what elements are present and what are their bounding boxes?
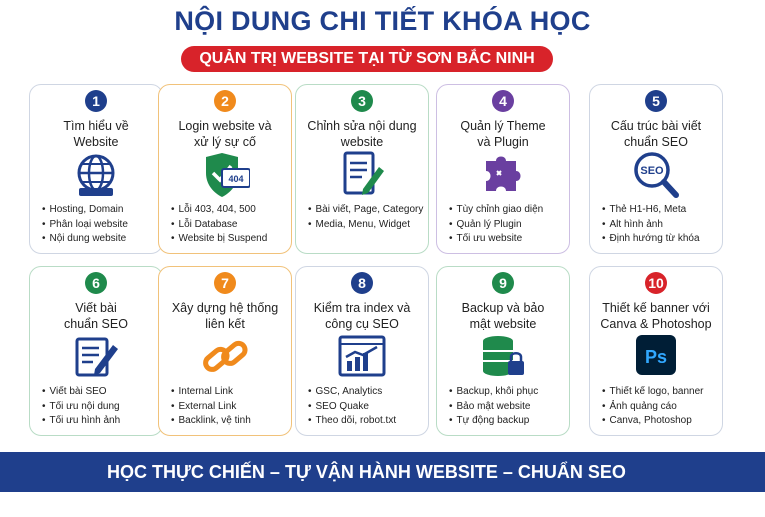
card-title: Login website và xử lý sự cố bbox=[178, 119, 272, 149]
list-item: • Phân loại website bbox=[42, 218, 158, 233]
svg-text:Ps: Ps bbox=[644, 347, 668, 367]
course-card-10 bbox=[589, 266, 723, 436]
list-item: • Tối ưu nội dung bbox=[42, 400, 158, 415]
course-card-2 bbox=[158, 84, 292, 254]
list-item: • GSC, Analytics bbox=[308, 385, 424, 400]
svg-text:404: 404 bbox=[228, 174, 244, 184]
list-item: • Định hướng từ khóa bbox=[602, 232, 718, 247]
list-item: • Lỗi 403, 404, 500 bbox=[171, 203, 287, 218]
course-card-5 bbox=[589, 84, 723, 254]
list-item: • Bảo mật website bbox=[449, 400, 565, 415]
course-card-6 bbox=[29, 266, 163, 436]
list-item: • Ảnh quảng cáo bbox=[602, 400, 718, 415]
step-number: 7 bbox=[214, 272, 236, 294]
list-item: • Viết bài SEO bbox=[42, 385, 158, 400]
card-title: Kiểm tra index và công cụ SEO bbox=[313, 301, 411, 331]
globe-icon bbox=[71, 151, 121, 199]
list-item: • Nội dung website bbox=[42, 232, 158, 247]
step-number: 1 bbox=[85, 90, 107, 112]
list-item: • Bài viết, Page, Category bbox=[308, 203, 424, 218]
footer-banner: HỌC THỰC CHIẾN – TỰ VẬN HÀNH WEBSITE – CHUẨN SEO bbox=[0, 452, 765, 492]
list-item: • Website bị Suspend bbox=[171, 232, 287, 247]
bullet-list bbox=[171, 203, 287, 247]
list-item: • Tùy chỉnh giao diện bbox=[449, 203, 565, 218]
shield-404-icon bbox=[200, 151, 250, 199]
bullet-list bbox=[449, 203, 565, 247]
write-article-icon bbox=[71, 333, 121, 381]
seo-search-icon bbox=[631, 151, 681, 199]
list-item: • Theo dõi, robot.txt bbox=[308, 414, 424, 429]
bullet-list bbox=[602, 203, 718, 247]
bullet-list bbox=[308, 203, 424, 232]
page-title: NỘI DUNG CHI TIẾT KHÓA HỌC bbox=[174, 6, 591, 36]
list-item: • Backlink, vệ tinh bbox=[171, 414, 287, 429]
list-item: • Tối ưu hình ảnh bbox=[42, 414, 158, 429]
step-number: 3 bbox=[351, 90, 373, 112]
step-number: 8 bbox=[351, 272, 373, 294]
step-number: 6 bbox=[85, 272, 107, 294]
list-item: • Thẻ H1-H6, Meta bbox=[602, 203, 718, 218]
list-item: • Internal Link bbox=[171, 385, 287, 400]
step-number: 5 bbox=[645, 90, 667, 112]
step-number: 10 bbox=[645, 272, 667, 294]
list-item: • Alt hình ảnh bbox=[602, 218, 718, 233]
list-item: • Thiết kế logo, banner bbox=[602, 385, 718, 400]
bullet-list bbox=[449, 385, 565, 429]
bullet-list bbox=[602, 385, 718, 429]
step-number: 2 bbox=[214, 90, 236, 112]
list-item: • Hosting, Domain bbox=[42, 203, 158, 218]
course-card-4 bbox=[436, 84, 570, 254]
course-card-8 bbox=[295, 266, 429, 436]
analytics-chart-icon bbox=[337, 333, 387, 381]
card-title: Xây dựng hệ thống liên kết bbox=[171, 301, 279, 331]
bullet-list bbox=[171, 385, 287, 429]
photoshop-icon bbox=[631, 333, 681, 381]
step-number: 9 bbox=[492, 272, 514, 294]
list-item: • Tối ưu website bbox=[449, 232, 565, 247]
list-item: • Backup, khôi phục bbox=[449, 385, 565, 400]
list-item: • Quản lý Plugin bbox=[449, 218, 565, 233]
list-item: • SEO Quake bbox=[308, 400, 424, 415]
edit-document-icon bbox=[337, 151, 387, 199]
card-title: Thiết kế banner với Canva & Photoshop bbox=[600, 301, 712, 331]
chain-link-icon bbox=[200, 333, 250, 381]
course-card-3 bbox=[295, 84, 429, 254]
course-card-9 bbox=[436, 266, 570, 436]
card-title: Cấu trúc bài viết chuẩn SEO bbox=[610, 119, 702, 149]
course-card-7 bbox=[158, 266, 292, 436]
bullet-list bbox=[308, 385, 424, 429]
course-card-1 bbox=[29, 84, 163, 254]
list-item: • Canva, Photoshop bbox=[602, 414, 718, 429]
bullet-list bbox=[42, 203, 158, 247]
list-item: • Lỗi Database bbox=[171, 218, 287, 233]
bullet-list bbox=[42, 385, 158, 429]
svg-text:SEO: SEO bbox=[640, 165, 664, 177]
database-lock-icon bbox=[478, 333, 528, 381]
card-title: Viết bài chuẩn SEO bbox=[64, 301, 128, 331]
list-item: • External Link bbox=[171, 400, 287, 415]
list-item: • Media, Menu, Widget bbox=[308, 218, 424, 233]
card-title: Backup và bảo mật website bbox=[461, 301, 545, 331]
card-title: Tìm hiểu về Website bbox=[63, 119, 129, 149]
card-title: Chỉnh sửa nội dung website bbox=[307, 119, 417, 149]
subtitle-ribbon: QUẢN TRỊ WEBSITE TẠI TỪ SƠN BẮC NINH bbox=[181, 46, 553, 72]
list-item: • Tự động backup bbox=[449, 414, 565, 429]
puzzle-icon bbox=[478, 151, 528, 199]
step-number: 4 bbox=[492, 90, 514, 112]
card-title: Quản lý Theme và Plugin bbox=[460, 119, 546, 149]
